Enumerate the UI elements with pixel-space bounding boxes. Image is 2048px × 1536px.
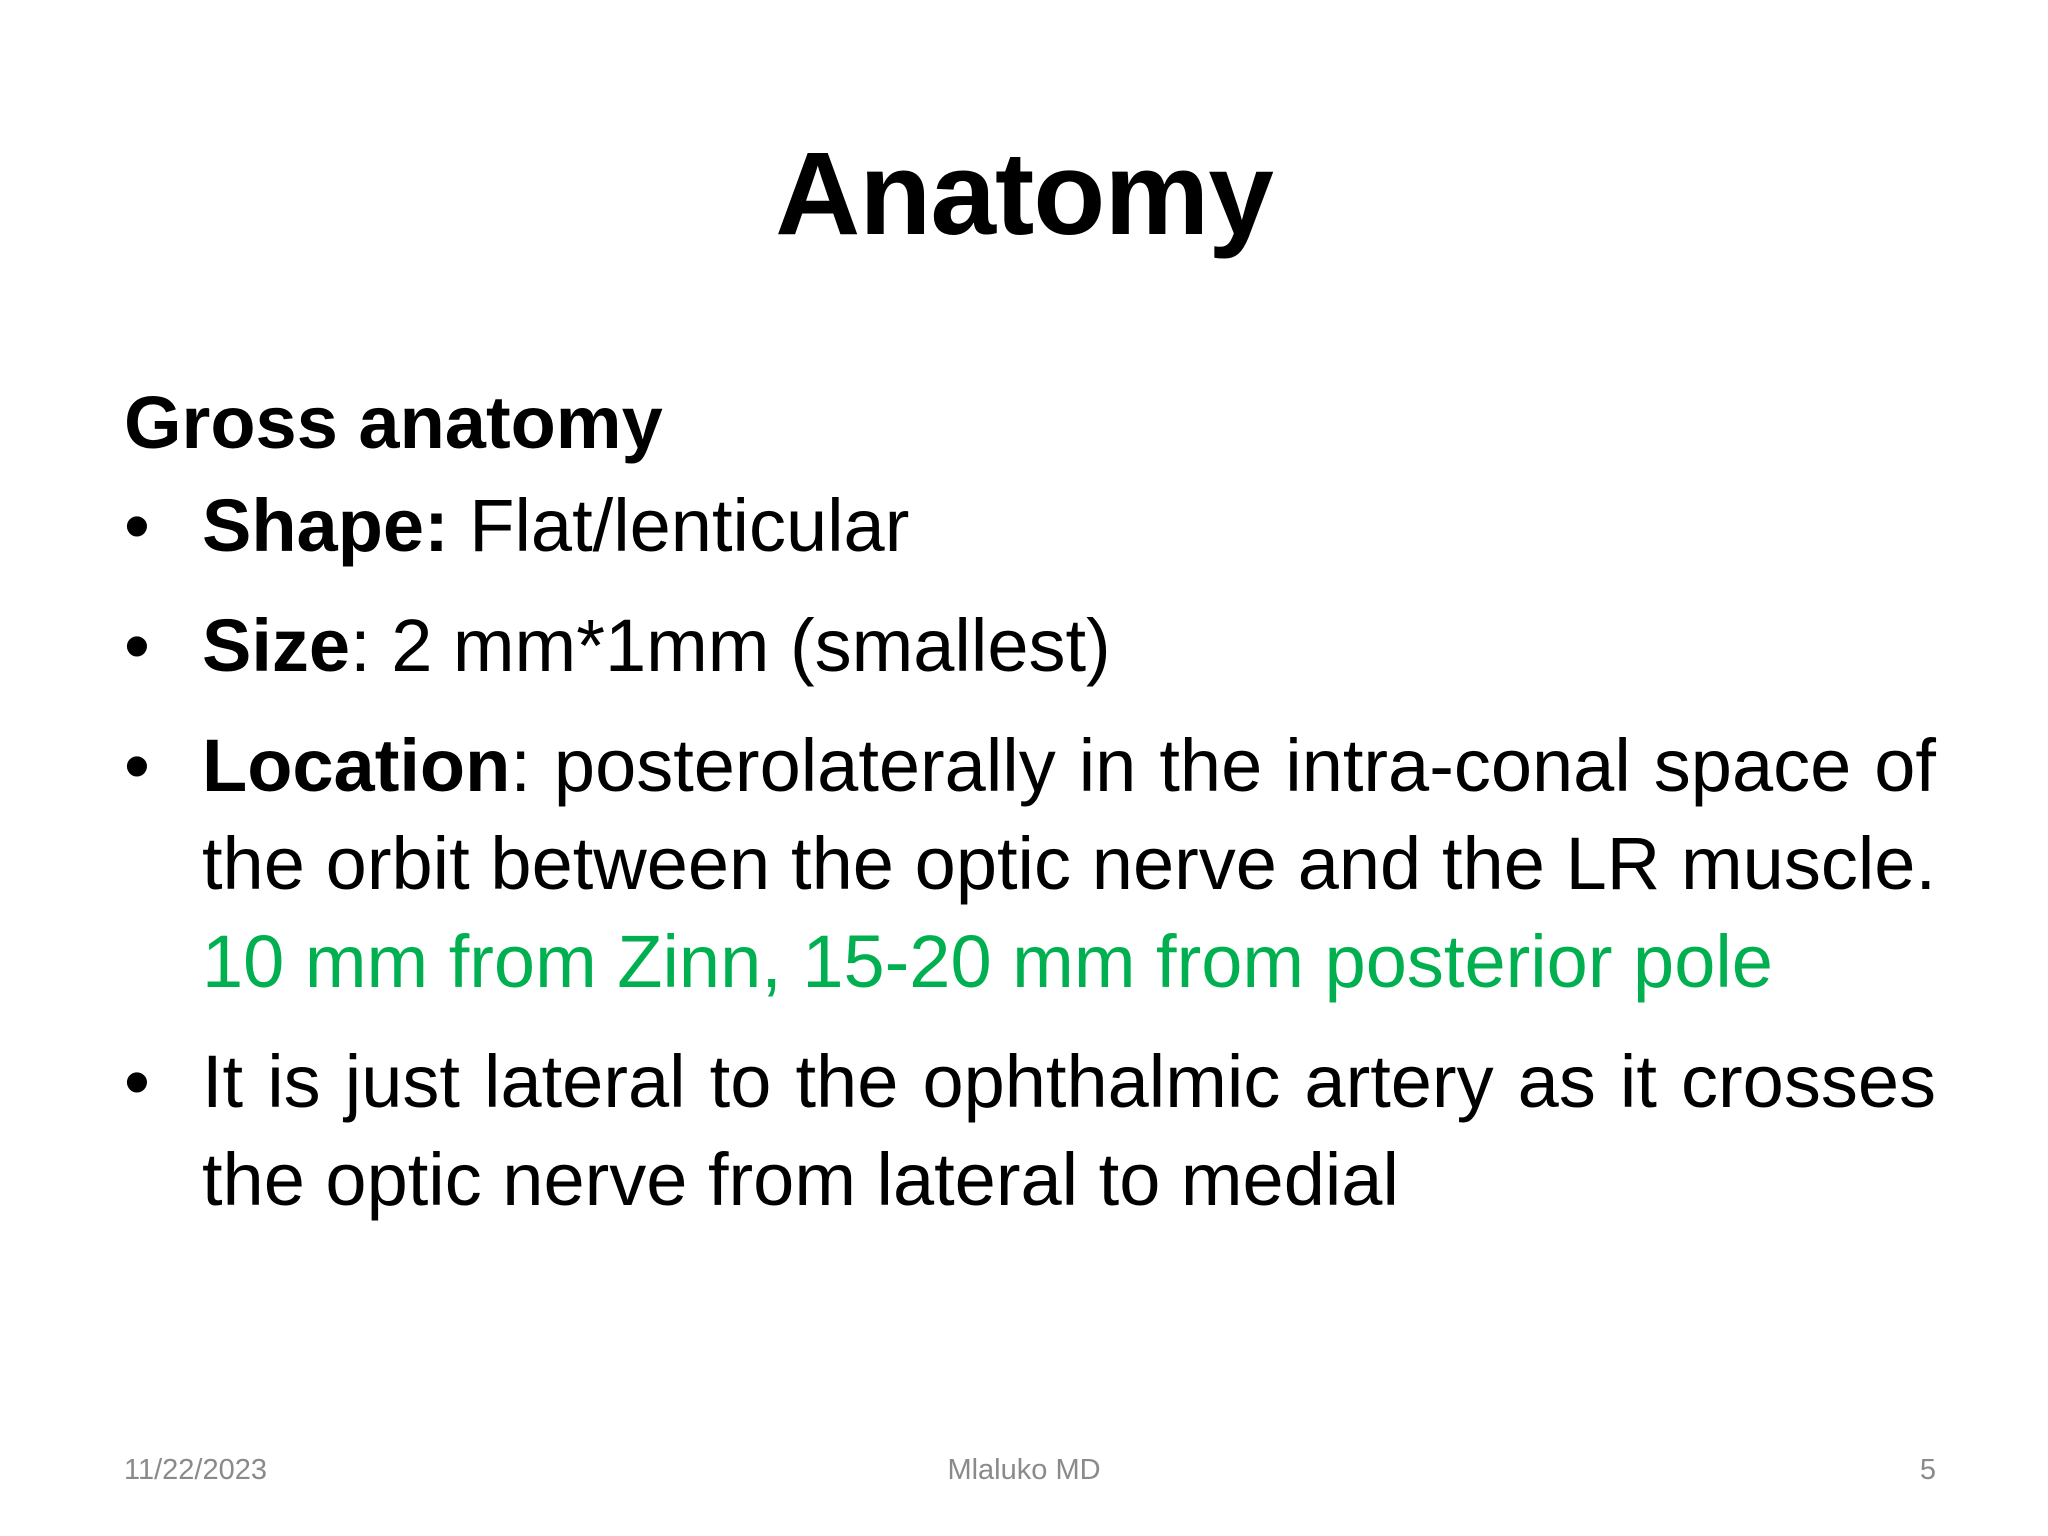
bullet-list bbox=[124, 477, 1936, 1229]
bullet-label-size: Size bbox=[202, 604, 351, 688]
bullet-label-location: Location bbox=[202, 724, 511, 808]
bullet-text-size: : 2 mm*1mm (smallest) bbox=[350, 604, 1111, 688]
bullet-text-location: : posterolaterally in the intra-conal space of the orbit between the optic nerve and the LR muscle. bbox=[202, 724, 1936, 906]
bullet-location bbox=[124, 717, 1936, 1011]
bullet-text-shape: Flat/lenticular bbox=[448, 484, 910, 568]
bullet-highlight-location: 10 mm from Zinn, 15-20 mm from posterior pole bbox=[202, 920, 1773, 1004]
bullet-ophthalmic-artery bbox=[124, 1033, 1936, 1229]
bullet-size bbox=[124, 597, 1936, 695]
slide-title: Anatomy bbox=[775, 128, 1273, 260]
section-heading: Gross anatomy bbox=[124, 381, 663, 464]
bullet-shape bbox=[124, 477, 1936, 575]
footer-page-number: 5 bbox=[1919, 1454, 1936, 1486]
slide-content bbox=[124, 380, 1936, 1251]
bullet-label-shape: Shape: bbox=[202, 484, 449, 568]
footer-date: 11/22/2023 bbox=[124, 1454, 267, 1486]
footer-author: Mlaluko MD bbox=[947, 1454, 1101, 1486]
bullet-text-ophthalmic-artery: It is just lateral to the ophthalmic artery as it crosses the optic nerve from lateral to medial bbox=[202, 1040, 1936, 1222]
